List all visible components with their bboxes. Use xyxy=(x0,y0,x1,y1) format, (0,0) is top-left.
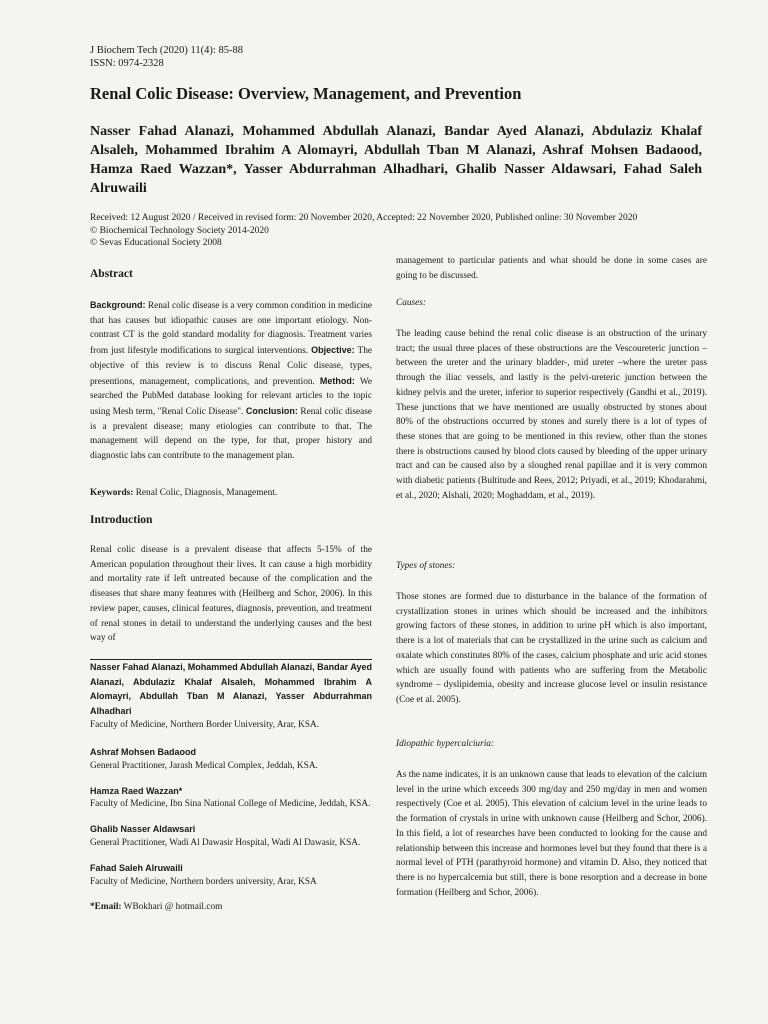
background-label: Background: xyxy=(90,300,146,310)
affiliation-5 xyxy=(90,861,372,889)
causes-text: The leading cause behind the renal colic disease is an obstruction of the urinary tract; the usual three places of these obstructions are the Vescoureteric junction –between the ureter and the urinary bladder-, mid ureter –where the ureter pass through the iliac vessels, and lastly is the pelvi-ureteric junction between the kidney pelvis and the ureter, inferior to superior respectively (Gandhi et al., 2019). These junctions that we have mentioned are usually obstructed by stones about 80% of the obstructions occurred by stones and surely there is a lot of types of these stones that are going to be mentioned in this review, other than the stones there is obstructions caused by blood clots caused by bleeding of the upper urinary tract and can be caused also by a sloughed renal papillae and it is very common with diabetic patients (Bultitude and Rees, 2012; Priyadi, et al., 2019; Khodarahmi, et al., 2020; Alshali, 2020; Moghaddam, et al., 2019). xyxy=(396,329,707,501)
idiopathic-hypercalciuria-heading: Idiopathic hypercalciuria: xyxy=(396,739,495,749)
method-label: Method: xyxy=(319,375,355,386)
types-of-stones-text: Those stones are formed due to disturbance in the balance of the formation of crystallization stones in urines which should be increased and the inhibitors growing factors of these stones, in addition to urine pH which is also important, there is a lot of materials that can be crystallized in the urine such as calcium and oxalate which constitutes 80% of the cases, calcium phosphate and uric acid stones which are usually found with patients who are suffering from the Metabolic syndrome – dyslipidemia, obesity and increase glucose level or insulin resistance (Coe et al. 2005). xyxy=(396,592,707,705)
affiliation-place: General Practitioner, Wadi Al Dawasir Hospital, Wadi Al Dawasir, KSA. xyxy=(90,837,361,848)
journal-citation: J Biochem Tech (2020) 11(4): 85-88 xyxy=(90,45,243,56)
affiliation-block xyxy=(90,660,372,914)
introduction-continued: management to particular patients and what should be done in some cases are going to be discussed. xyxy=(396,256,707,281)
copyright-line-2: © Sevas Educational Society 2008 xyxy=(90,238,222,248)
affiliation-place: General Practitioner, Jarash Medical Complex, Jeddah, KSA. xyxy=(90,760,318,771)
keywords-label: Keywords: xyxy=(90,488,134,498)
keywords xyxy=(90,486,372,501)
abstract-heading: Abstract xyxy=(90,268,133,280)
keywords-text: Renal Colic, Diagnosis, Management. xyxy=(133,488,278,498)
objective-text: The objective of this review is to discuss Renal Colic disease, types, presentions, management, complications, and prevention. xyxy=(90,346,372,387)
paper-title: Renal Colic Disease: Overview, Management, and Prevention xyxy=(90,84,522,103)
email-label: *Email: xyxy=(90,901,122,912)
affiliation-3 xyxy=(90,784,372,812)
affiliation-place: Faculty of Medicine, Northern Border University, Arar, KSA. xyxy=(90,719,320,730)
journal-issn: ISSN: 0974-2328 xyxy=(90,58,164,69)
affiliation-2 xyxy=(90,745,372,773)
method-text: We searched the PubMed database looking for relevant articles to the topic using Mesh term, "Renal Colic Disease". xyxy=(90,376,372,417)
journal-header xyxy=(90,44,243,70)
objective-label: Objective: xyxy=(311,345,355,356)
email-address[interactable]: WBokhari @ hotmail.com xyxy=(121,901,223,912)
introduction-text: Renal colic disease is a prevalent disease that affects 5-15% of the American population throughout their lives. It can cause a high morbidity and mortality rate if left untreated because of the complication and the diseases that share many features with (Heilberg and Schor, 2006). In this review paper, causes, clinical features, diagnosis, prevention, and treatment of renal stones in detail to understand the underlying causes and the best way of xyxy=(90,545,372,644)
affiliation-place: Faculty of Medicine, Ibn Sina National College of Medicine, Jeddah, KSA. xyxy=(90,799,371,810)
copyright-line-1: © Biochemical Technology Society 2014-2020 xyxy=(90,225,269,236)
idiopathic-hypercalciuria-text: As the name indicates, it is an unknown cause that leads to elevation of the calcium level in the urine which exceeds 300 mg/day and 250 mg/day in men and women respectively (Coe et al. 2005). This elevation of calcium level in the urine leads to the formation of crystals in urine with unknown cause (Heilberg and Schor, 2006). In this field, a lot of researches have been conducted to looking for the cause and relationship between this increase and hormones level but they found that there is a normal level of PTH (parathyroid hormone) and vitamin D. Also, they noticed that there is no hypercalcemia but still, there is bone resorption and a decrease in bone formation (Heilberg and Schor, 2006). xyxy=(396,770,707,898)
affiliation-names: Ghalib Nasser Aldawsari xyxy=(90,824,196,835)
publication-dates xyxy=(90,212,730,250)
affiliation-names: Hamza Raed Wazzan* xyxy=(90,785,183,796)
introduction-heading: Introduction xyxy=(90,514,153,526)
received-dates: Received: 12 August 2020 / Received in revised form: 20 November 2020, Accepted: 22 November 2020, Published online: 30 November 2020 xyxy=(90,213,638,223)
affiliation-1 xyxy=(90,660,372,732)
abstract-body xyxy=(90,298,372,464)
affiliation-names: Nasser Fahad Alanazi, Mohammed Abdullah Alanazi, Bandar Ayed Alanazi, Abdulaziz Khalaf Alsaleh, Mohammed Ibrahim A Alomayri, Abdullah Tban M Alanazi, Yasser Abdurrahman Alhadhari xyxy=(90,662,372,717)
conclusion-text: Renal colic disease is a prevalent disease; many etiologies can contribute to that. The management will depend on the type, for that, proper history and diagnostic labs can contribute to the management plan. xyxy=(90,406,372,462)
conclusion-label: Conclusion: xyxy=(245,405,298,416)
affiliation-names: Fahad Saleh Alruwaili xyxy=(90,862,183,873)
types-of-stones-heading: Types of stones: xyxy=(396,561,456,571)
author-list: Nasser Fahad Alanazi, Mohammed Abdullah Alanazi, Bandar Ayed Alanazi, Abdulaziz Khalaf Alsaleh, Mohammed Ibrahim A Alomayri, Abdullah Tban M Alanazi, Ashraf Mohsen Badaood, Hamza Raed Wazzan*, Yasser Abdurrahman Alhadhari, Ghalib Nasser Aldawsari, Fahad Saleh Alruwaili xyxy=(90,124,702,196)
affiliation-place: Faculty of Medicine, Northern borders university, Arar, KSA xyxy=(90,876,317,887)
affiliation-names: Ashraf Mohsen Badaood xyxy=(90,746,197,757)
corresponding-email xyxy=(90,901,372,914)
affiliation-4 xyxy=(90,822,372,850)
background-text: Renal colic disease is a very common condition in medicine that has causes but idiopathic causes are one important etiology. Non-contrast CT is the gold standard modality for diagnosis. Treatment varies from just lifestyle modifications to surgical interventions. xyxy=(90,301,372,357)
causes-heading: Causes: xyxy=(396,298,426,308)
